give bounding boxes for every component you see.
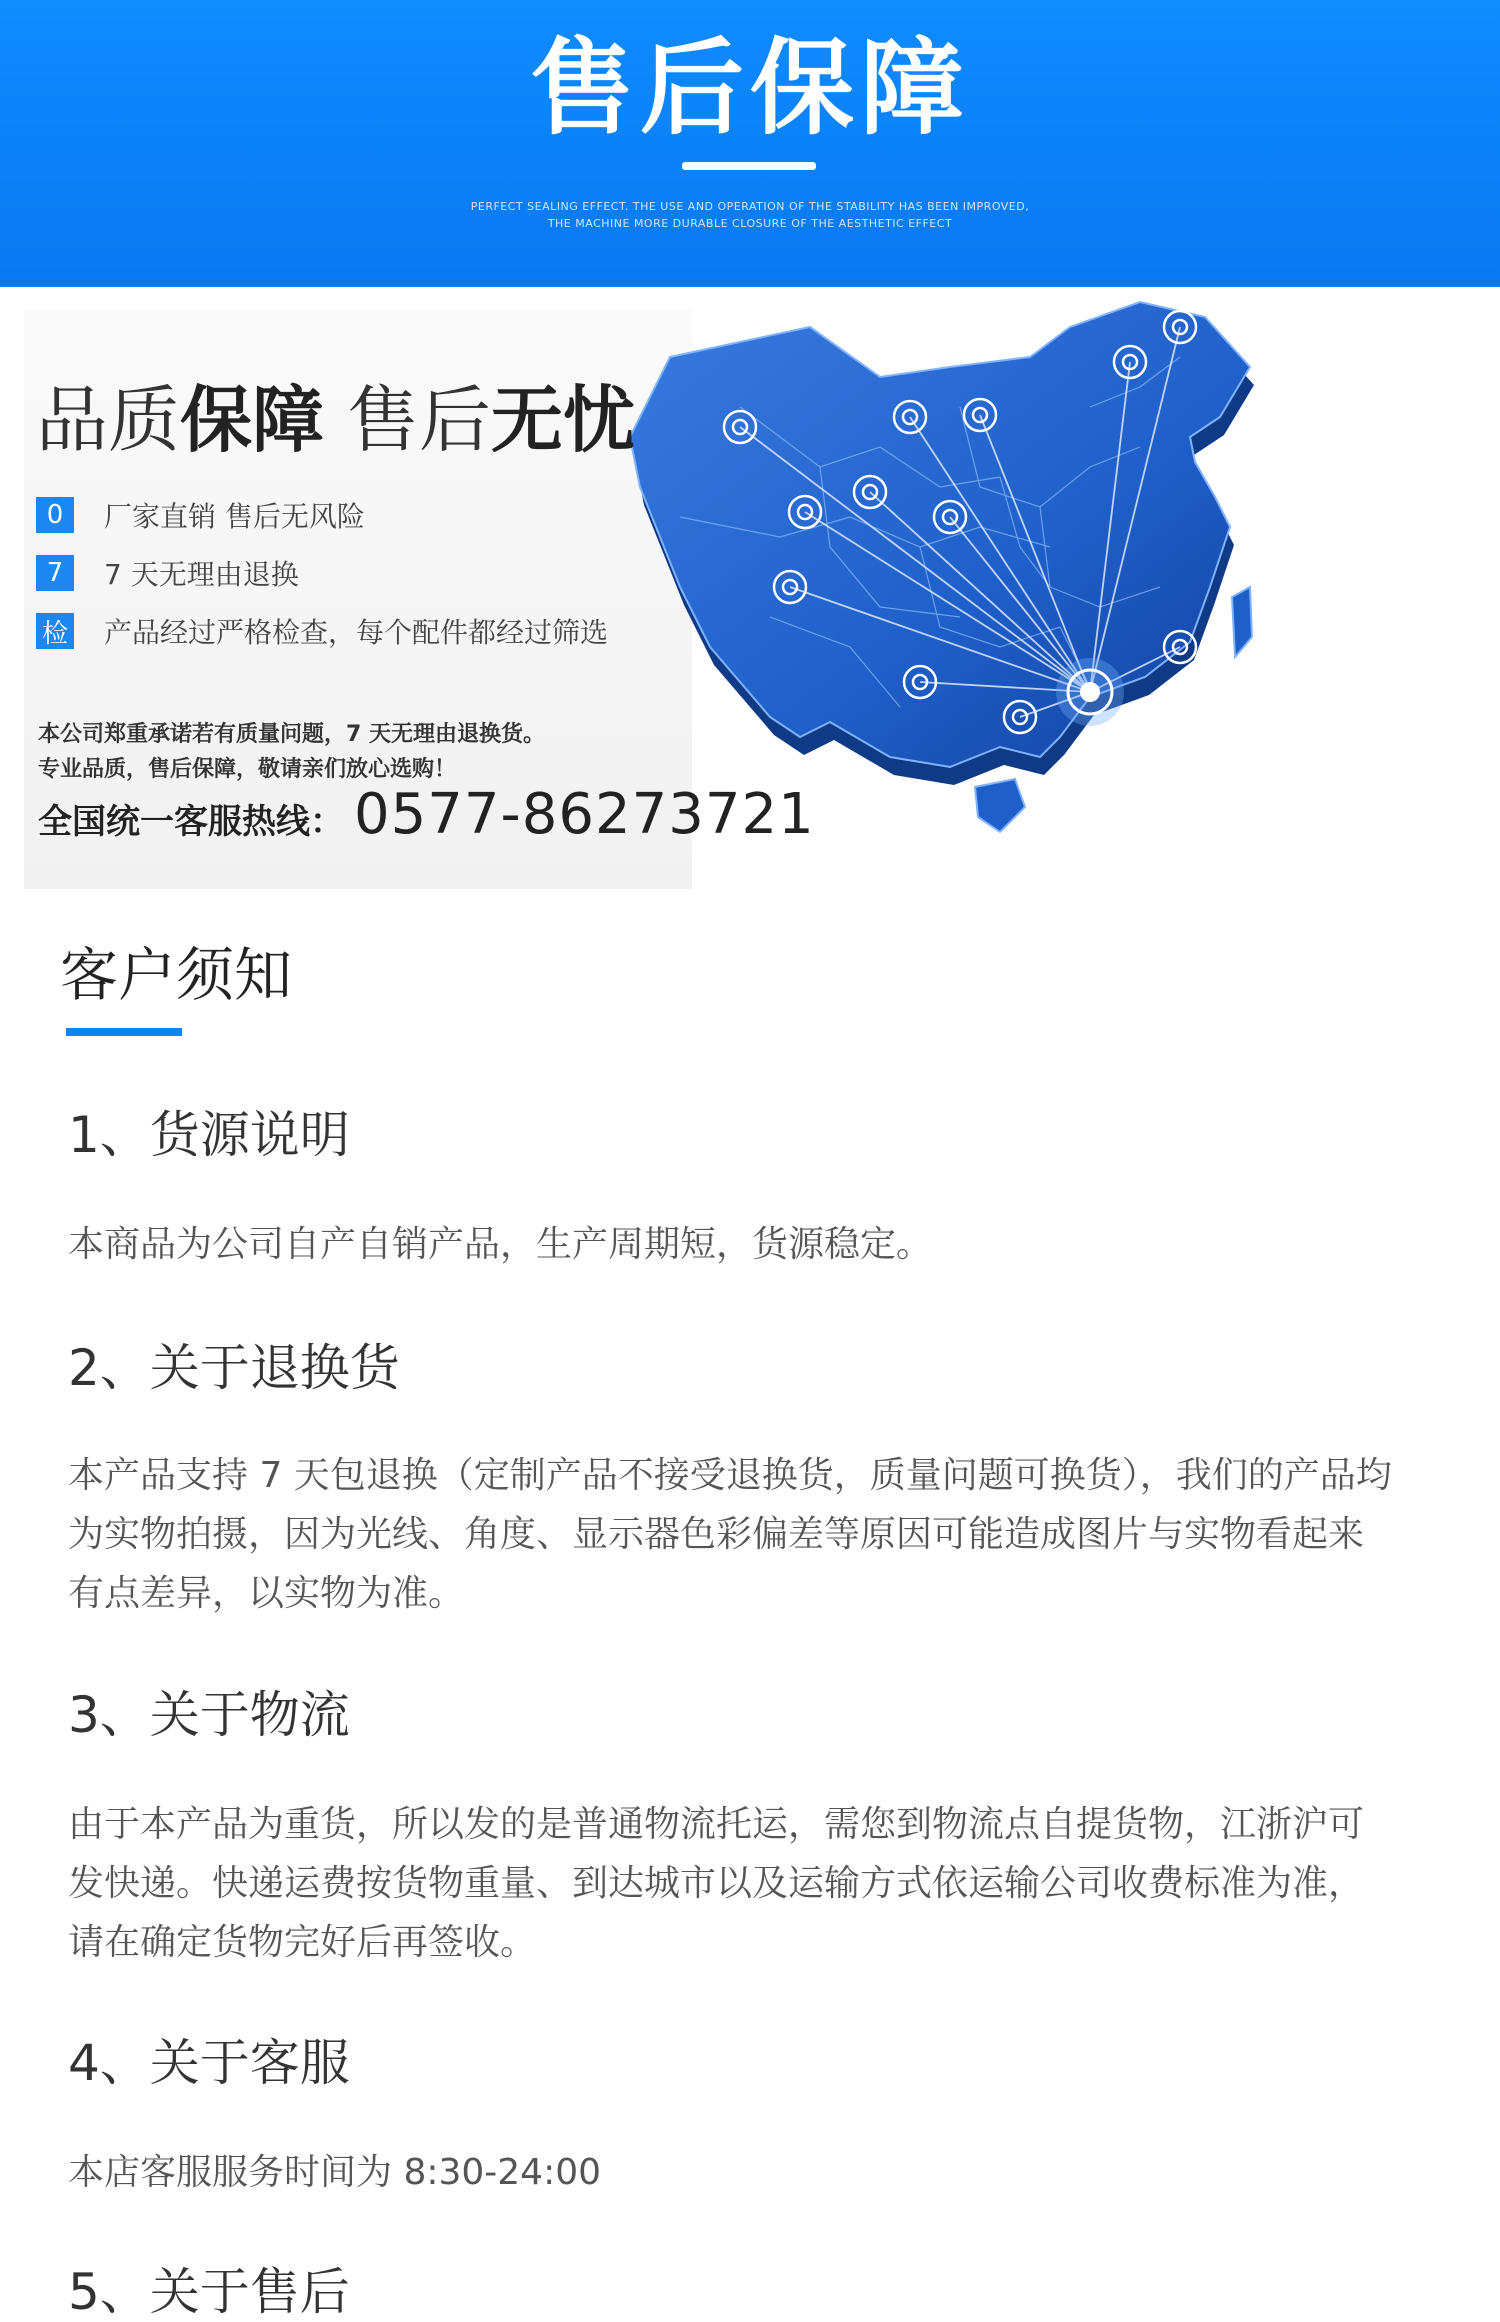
china-map-illustration (620, 287, 1500, 987)
map-taiwan (1232, 587, 1252, 657)
slogan-aftersale: 售后 (324, 378, 491, 462)
feature-item-direct-sale (36, 495, 365, 535)
section-heading-returns: 2、关于退换货 (68, 1339, 400, 1397)
feature-badge: 7 (36, 555, 74, 591)
notice-title: 客户须知 (60, 941, 293, 1009)
banner-divider (682, 162, 816, 170)
section-heading-logistics: 3、关于物流 (68, 1686, 350, 1744)
map-hainan (975, 779, 1025, 832)
quality-guarantee-hero (0, 287, 1500, 987)
promise-line-2: 专业品质，售后保障，敬请亲们放心选购！ (38, 757, 457, 782)
feature-badge: 0 (36, 497, 74, 533)
feature-text: 产品经过严格检查，每个配件都经过筛选 (104, 616, 609, 649)
hotline (38, 782, 815, 847)
hero-slogan (36, 375, 635, 465)
hotline-number: 0577-86273721 (354, 782, 815, 847)
section-body-service: 本店客服服务时间为 8:30-24:00 (68, 2152, 602, 2193)
section-heading-source: 1、货源说明 (68, 1106, 350, 1164)
section-heading-aftersale: 5、关于售后 (68, 2263, 350, 2321)
hotline-label: 全国统一客服热线： (38, 802, 344, 842)
notice-title-underline (66, 1028, 182, 1036)
slogan-worry-free: 无忧 (490, 378, 635, 462)
banner-subtitle-line1: PERFECT SEALING EFFECT. THE USE AND OPERATION OF THE STABILITY HAS BEEN IMPROVED, (470, 200, 1030, 213)
banner-subtitle-line2: THE MACHINE MORE DURABLE CLOSURE OF THE AESTHETIC EFFECT (547, 217, 953, 230)
feature-item-return (36, 553, 299, 593)
section-body-source: 本商品为公司自产自销产品，生产周期短，货源稳定。 (68, 1224, 933, 1265)
section-heading-service: 4、关于客服 (68, 2034, 350, 2092)
map-mainland (630, 302, 1250, 767)
map-hub-marker (1056, 658, 1124, 726)
section-body-logistics: 由于本产品为重货，所以发的是普通物流托运，需您到物流点自提货物，江浙沪可发快递。快递运费按货物重量、到达城市以及运输方式依运输公司收费标准为准，请在确定货物完好后再签收。 (68, 1804, 1365, 1963)
promise-line-1: 本公司郑重承诺若有质量问题，7 天无理由退换货。 (38, 722, 545, 747)
banner-title: 售后保障 (529, 27, 970, 149)
feature-text: 厂家直销 售后无风险 (104, 500, 365, 533)
section-body-returns: 本产品支持 7 天包退换（定制产品不接受退换货，质量问题可换货），我们的产品均为实物拍摄，因为光线、角度、显示器色彩偏差等原因可能造成图片与实物看起来有点差异，以实物为准。 (68, 1455, 1392, 1614)
feature-item-inspection (36, 611, 608, 651)
feature-badge: 检 (36, 613, 74, 649)
slogan-quality: 品质 (36, 378, 181, 462)
banner-subtitle (400, 198, 1100, 232)
header-banner (0, 0, 1500, 287)
feature-text: 7 天无理由退换 (104, 558, 299, 591)
slogan-guarantee: 保障 (180, 378, 325, 462)
